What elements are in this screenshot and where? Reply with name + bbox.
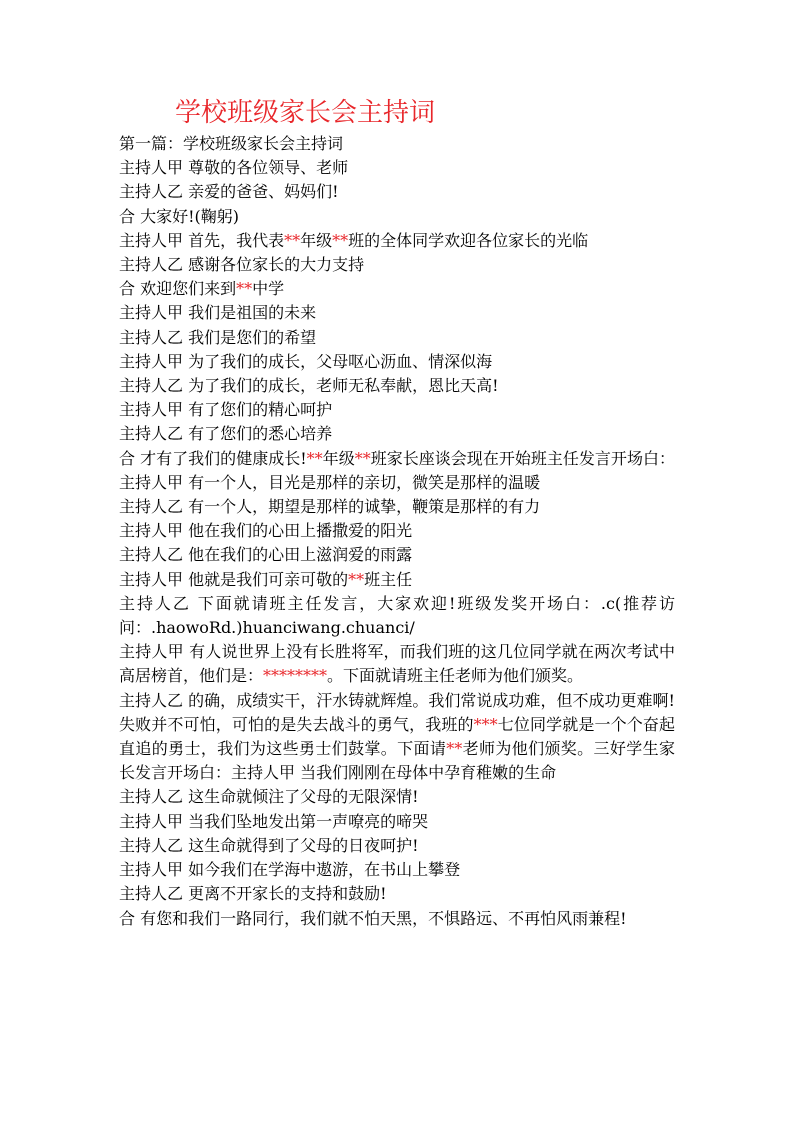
text-line: 主持人甲 有了您们的精心呵护 <box>119 400 333 420</box>
text-line <box>119 229 675 253</box>
placeholder-stars: ** <box>306 448 323 468</box>
placeholder-stars: ** <box>446 739 463 759</box>
text-line: 主持人乙 这生命就倾注了父母的无限深情! <box>119 787 419 807</box>
text-line: 主持人乙 亲爱的爸爸、妈妈们! <box>119 182 339 202</box>
text-line: 主持人甲 如今我们在学海中遨游，在书山上攀登 <box>119 860 461 880</box>
text-segment: 年级 <box>322 448 355 468</box>
text-line: 主持人甲 他在我们的心田上播撒爱的阳光 <box>119 521 413 541</box>
text-line: 主持人甲 尊敬的各位领导、老师 <box>119 158 349 178</box>
placeholder-stars: *** <box>473 714 498 734</box>
text-paragraph <box>119 640 675 688</box>
text-segment: 主持人甲 他就是我们可亲可敬的 <box>119 569 349 589</box>
placeholder-stars: ** <box>354 448 371 468</box>
text-segment: 中学 <box>252 279 285 299</box>
placeholder-stars: ** <box>348 569 365 589</box>
text-segment: 主持人甲 首先，我代表 <box>119 230 285 250</box>
text-paragraph: 主持人乙 下面就请班主任发言，大家欢迎!班级发奖开场白：.c(推荐访问：.haowoRd.)huanciwang.chuanci/ <box>119 593 675 638</box>
text-segment: 。下面就请班主任老师为他们颁奖。 <box>327 666 584 686</box>
text-segment: 老师为他们颁奖。三好学生家长发言开场白：主持人甲 当我们刚刚在母体中孕育稚嫩的生命 <box>119 739 675 783</box>
text-segment: 班的全体同学欢迎各位家长的光临 <box>348 230 589 250</box>
placeholder-stars: ** <box>236 279 253 299</box>
document-title: 学校班级家长会主持词 <box>175 98 436 128</box>
text-segment: 班主任 <box>364 569 413 589</box>
text-segment: 年级 <box>300 230 333 250</box>
text-segment: 合 欢迎您们来到 <box>119 279 237 299</box>
text-line: 第一篇：学校班级家长会主持词 <box>119 134 344 153</box>
text-line: 主持人甲 当我们坠地发出第一声嘹亮的啼哭 <box>119 811 429 831</box>
text-segment: 班家长座谈会现在开始班主任发言开场白：主持人甲 有一个人，目光是那样的亲切，微笑是那样的温暖 <box>119 448 675 492</box>
document-body <box>119 132 675 931</box>
placeholder-stars: ** <box>284 230 301 250</box>
text-line: 主持人乙 这生命就得到了父母的日夜呵护! <box>119 835 419 855</box>
text-line: 主持人乙 为了我们的成长，老师无私奉献，恩比天高! <box>119 376 499 396</box>
text-line: 主持人乙 更离不开家长的支持和鼓励! <box>119 884 387 904</box>
text-line: 主持人乙 感谢各位家长的大力支持 <box>119 255 365 275</box>
placeholder-stars: ******** <box>263 666 328 686</box>
text-line: 主持人乙 我们是您们的希望 <box>119 327 317 347</box>
text-line <box>119 568 675 592</box>
text-line: 主持人甲 我们是祖国的未来 <box>119 303 317 323</box>
text-line: 主持人乙 有了您们的悉心培养 <box>119 424 333 444</box>
text-paragraph: 合 有您和我们一路同行，我们就不怕天黑，不惧路远、不再怕风雨兼程! <box>119 908 627 928</box>
text-paragraph <box>119 689 675 786</box>
text-line <box>119 277 675 301</box>
text-segment: 七位同学就是一个个奋起直追的勇士，我们为这些勇士们鼓掌。下面请 <box>119 714 675 759</box>
text-segment: 合 才有了我们的健康成长! <box>119 448 307 468</box>
text-line: 主持人乙 有一个人，期望是那样的诚挚，鞭策是那样的有力 <box>119 497 541 517</box>
text-line: 主持人甲 为了我们的成长，父母呕心沥血、情深似海 <box>119 351 493 371</box>
text-segment: 主持人甲 有人说世界上没有长胜将军，而我们班的这几位同学就在两次考试中高居榜首，他们是： <box>119 642 675 686</box>
text-line: 主持人乙 他在我们的心田上滋润爱的雨露 <box>119 545 413 565</box>
text-segment: 主持人乙 的确，成绩实干，汗水铸就辉煌。我们常说成功难，但不成功更难啊!失败并不可怕，可怕的是失去战斗的勇气，我班的 <box>119 690 675 734</box>
placeholder-stars: ** <box>332 230 349 250</box>
text-line: 合 大家好!(鞠躬) <box>119 206 240 226</box>
text-paragraph <box>119 447 675 495</box>
